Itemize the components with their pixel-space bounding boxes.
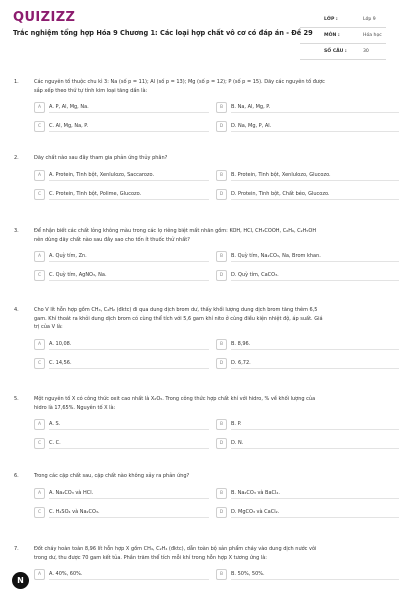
option-text: A. 10,08. — [49, 340, 72, 347]
option-underline — [231, 131, 399, 132]
option-text: A. 40%, 60%. — [49, 571, 83, 578]
option-underline — [49, 349, 209, 350]
option-underline — [49, 180, 209, 181]
option-letter-box[interactable]: C — [34, 438, 45, 449]
option-text: C. Protein, Tinh bột, Polime, Glucozo. — [49, 190, 142, 197]
option-letter-box[interactable]: B — [216, 569, 227, 580]
meta-value: 30 — [363, 49, 369, 54]
option-letter-box[interactable]: C — [34, 121, 45, 132]
option-letter-box[interactable]: C — [34, 507, 45, 518]
option-letter-box[interactable]: B — [216, 339, 227, 350]
option-text: A. S. — [49, 421, 61, 428]
option-letter-box[interactable]: B — [216, 170, 227, 181]
option-underline — [231, 261, 399, 262]
option-text: A. P, Al, Mg, Na. — [49, 104, 89, 111]
worksheet-title: Trắc nghiệm tổng hợp Hóa 9 Chương 1: Các loại hợp chất vô cơ có đáp án - Đề 29 — [13, 29, 313, 37]
question-text-line: nên dùng dãy chất nào sau đây sao cho tốn ít thuốc thử nhất? — [34, 236, 190, 243]
question-number: 5. — [14, 396, 19, 402]
option-letter-box[interactable]: D — [216, 358, 227, 369]
option-underline — [49, 498, 209, 499]
option-underline — [231, 368, 399, 369]
option-letter-box[interactable]: B — [216, 488, 227, 499]
option-text: B. 8,96. — [231, 340, 251, 347]
question-number: 1. — [14, 79, 19, 85]
option-text: C. Al, Mg, Na, P. — [49, 123, 89, 130]
question-text-line: trong dư, thu được 70 gam kết tủa. Phần trăm thể tích mỗi khí trong hỗn hợp X tương ứng là: — [34, 554, 267, 561]
option-text: B. 50%, 50%. — [231, 571, 265, 578]
option-text: D. N. — [231, 440, 244, 447]
option-underline — [231, 579, 399, 580]
option-underline — [231, 349, 399, 350]
option-letter-box[interactable]: D — [216, 438, 227, 449]
option-letter-box[interactable]: C — [34, 358, 45, 369]
option-text: D. Protein, Tinh bột, Chất béo, Glucozo. — [231, 190, 330, 197]
meta-row-subject — [300, 28, 386, 44]
option-text: B. P. — [231, 421, 242, 428]
question-number: 3. — [14, 228, 19, 234]
option-letter-box[interactable]: D — [216, 189, 227, 200]
option-text: D. 6,72. — [231, 359, 251, 366]
option-letter-box[interactable]: D — [216, 121, 227, 132]
n-avatar-icon[interactable]: N — [12, 572, 29, 589]
question-text — [34, 395, 384, 412]
option-underline — [231, 280, 399, 281]
meta-value: Lớp 9 — [363, 17, 376, 22]
meta-row-class — [300, 12, 386, 28]
option-letter-box[interactable]: A — [34, 170, 45, 181]
option-letter-box[interactable]: B — [216, 251, 227, 262]
question-text-line: Các nguyên tố thuộc chu kì 3: Na (số p = 11); Al (số p = 13); Mg (số p = 12); P (số p = 15). Dãy các nguyên tố được — [34, 79, 325, 85]
option-underline — [231, 180, 399, 181]
option-underline — [231, 498, 399, 499]
option-underline — [49, 131, 209, 132]
question-number: 6. — [14, 473, 19, 479]
option-underline — [49, 517, 209, 518]
option-letter-box[interactable]: A — [34, 251, 45, 262]
option-underline — [231, 429, 399, 430]
option-underline — [49, 579, 209, 580]
question-text-line: sắp xếp theo thứ tự tính kim loại tăng dần là: — [34, 87, 148, 94]
question-text-line: Đốt cháy hoàn toàn 8,96 lít hỗn hợp X gồm CH₄, C₂H₄ (đktc), dẫn toàn bộ sản phẩm cháy vào dung dịch nước vôi — [34, 546, 317, 552]
option-letter-box[interactable]: C — [34, 189, 45, 200]
option-letter-box[interactable]: A — [34, 569, 45, 580]
option-text: D. MgCO₃ và CaCl₂. — [231, 508, 280, 515]
option-text: C. H₂SO₄ và Na₂CO₃. — [49, 508, 100, 515]
option-underline — [49, 448, 209, 449]
question-text-line: gam. Khí thoát ra khỏi dung dịch brom có cùng thể tích với 5,6 gam khí nito ở cùng điều kiện nhiệt độ, áp suất. Giá — [34, 315, 323, 322]
option-text: A. Protein, Tinh bột, Xenlulozo, Saccarozo. — [49, 171, 155, 178]
question-text — [34, 78, 384, 95]
option-letter-box[interactable]: A — [34, 102, 45, 113]
option-underline — [231, 112, 399, 113]
option-letter-box[interactable]: B — [216, 419, 227, 430]
option-underline — [49, 280, 209, 281]
meta-key: MÔN : — [324, 33, 340, 38]
option-underline — [49, 261, 209, 262]
option-letter-box[interactable]: B — [216, 102, 227, 113]
option-text: B. Protein, Tinh bột, Xenlulozo, Glucozo. — [231, 171, 331, 178]
option-underline — [49, 429, 209, 430]
question-text — [34, 306, 384, 332]
quizizz-logo: QUIZIZZ — [13, 10, 76, 25]
option-letter-box[interactable]: D — [216, 507, 227, 518]
option-text: C. Quỳ tím, AgNO₃, Na. — [49, 272, 107, 279]
option-text: A. Na₂CO₃ và HCl. — [49, 489, 94, 496]
question-text-line: Một nguyên tố X có công thức oxit cao nhất là X₂O₅. Trong công thức hợp chất khí với hidro, % về khối lượng của — [34, 396, 316, 402]
question-text — [34, 227, 384, 244]
question-number: 2. — [14, 155, 19, 161]
question-text-line: hidro là 17,65%. Nguyên tố X là: — [34, 404, 116, 411]
option-text: D. Quỳ tím, CaCO₃. — [231, 272, 279, 279]
option-underline — [231, 448, 399, 449]
question-text — [34, 472, 384, 481]
option-underline — [231, 199, 399, 200]
worksheet-meta — [300, 12, 386, 60]
question-text — [34, 154, 384, 163]
meta-key: LỚP : — [324, 17, 338, 22]
question-number: 4. — [14, 307, 19, 313]
question-text-line: Trong các cặp chất sau, cặp chất nào không xảy ra phản ứng? — [34, 473, 190, 479]
option-underline — [49, 112, 209, 113]
question-text-line: Để nhận biết các chất lỏng không màu trong các lọ riêng biệt mất nhãn gồm: KOH, HCl, CH₃COOH, C₆H₆, C₂H₅OH — [34, 228, 317, 234]
question-text-line: trị của V là: — [34, 324, 63, 331]
option-underline — [49, 368, 209, 369]
option-underline — [231, 517, 399, 518]
option-letter-box[interactable]: A — [34, 419, 45, 430]
meta-key: SỐ CÂU : — [324, 49, 347, 54]
option-underline — [49, 199, 209, 200]
meta-row-count — [300, 44, 386, 60]
option-letter-box[interactable]: C — [34, 270, 45, 281]
question-number: 7. — [14, 546, 19, 552]
option-letter-box[interactable]: A — [34, 339, 45, 350]
meta-value: Hóa học — [363, 33, 382, 38]
question-text — [34, 545, 384, 562]
question-text-line: Dãy chất nào sau đây tham gia phản ứng thủy phân? — [34, 155, 168, 161]
option-text: B. Na₂CO₃ và BaCl₂. — [231, 489, 281, 496]
option-text: D. Na, Mg, P, Al. — [231, 123, 272, 130]
option-text: C. C. — [49, 440, 61, 447]
option-text: B. Na, Al, Mg, P. — [231, 104, 271, 111]
question-text-line: Cho V lít hỗn hợp gồm CH₄, C₂H₂ (đktc) đi qua dung dịch brom dư, thấy khối lượng dung dịch brom tăng thêm 6,5 — [34, 307, 318, 313]
option-text: A. Quỳ tím, Zn. — [49, 253, 87, 260]
option-letter-box[interactable]: A — [34, 488, 45, 499]
option-text: B. Quỳ tím, Na₂CO₃, Na, Brom khan. — [231, 253, 321, 260]
option-text: C. 14,56. — [49, 359, 72, 366]
option-letter-box[interactable]: D — [216, 270, 227, 281]
worksheet-header — [0, 0, 400, 62]
